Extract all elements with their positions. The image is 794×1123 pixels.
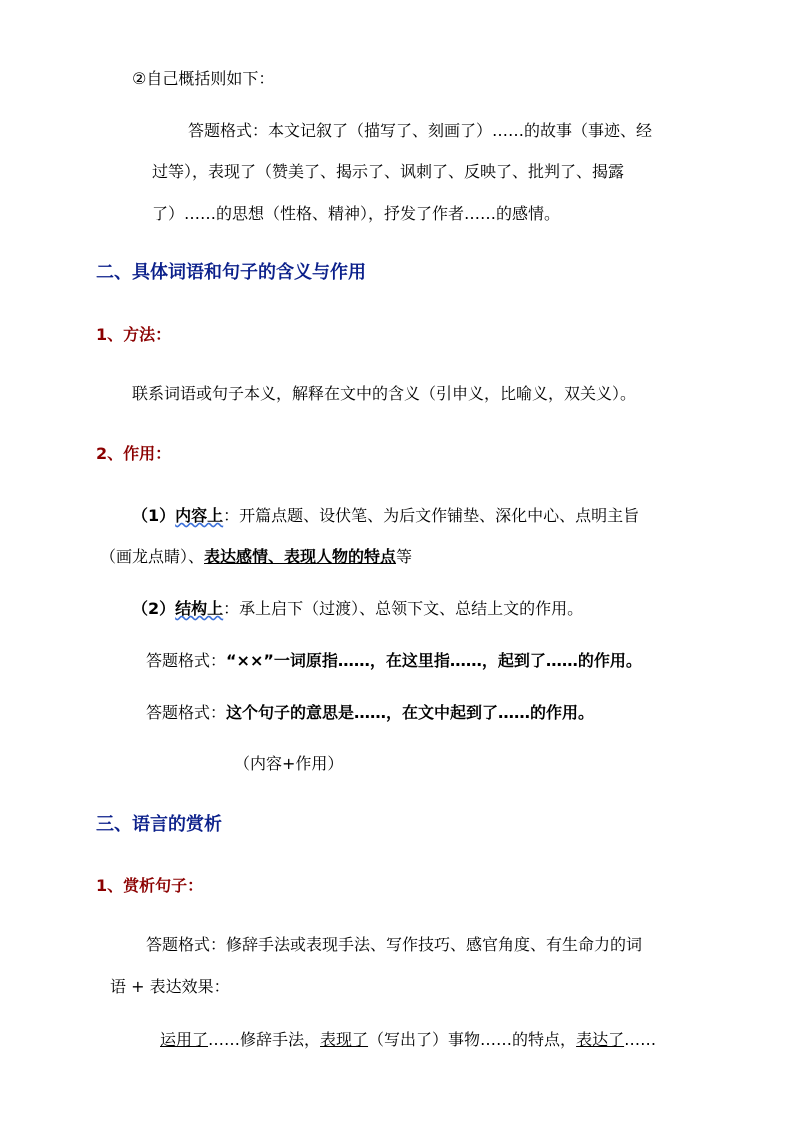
point-number: （1）	[132, 506, 176, 525]
language-format-text: 修辞手法或表现手法、写作技巧、感官角度、有生命力的词	[226, 935, 643, 954]
point-number: （2）	[132, 599, 176, 618]
word-answer-format	[146, 650, 642, 672]
intro-line: ②自己概括则如下：	[132, 69, 275, 88]
example-text-1: ……修辞手法，	[208, 1030, 321, 1049]
language-answer-format-line-2: 语 + 表达效果：	[110, 977, 230, 996]
format-label: 答题格式：	[146, 703, 227, 722]
section-3-heading: 三、语言的赏析	[96, 814, 222, 835]
answer-format-label: 答题格式：	[188, 121, 269, 140]
section-2-heading: 二、具体词语和句子的含义与作用	[96, 262, 366, 283]
method-heading: 1、方法：	[96, 325, 172, 344]
content-text-a: （画龙点睛）、	[100, 547, 205, 566]
example-underlined-3: 表达了	[576, 1030, 625, 1049]
structure-text: ：承上启下（过渡）、总领下文、总结上文的作用。	[223, 599, 584, 618]
content-text: ：开篇点题、设伏笔、为后文作铺垫、深化中心、点明主旨	[223, 506, 640, 525]
method-text: 联系词语或句子本义，解释在文中的含义（引申义，比喻义，双关义）。	[132, 384, 637, 403]
content-text-b: 等	[396, 547, 413, 566]
structure-keyword: 结构上	[175, 599, 224, 618]
appreciate-sentence-heading: 1、赏析句子：	[96, 876, 204, 895]
language-answer-format	[146, 934, 642, 956]
example-line	[160, 1029, 656, 1051]
content-point-line-2	[100, 546, 412, 568]
answer-format-line-3: 了）……的思想（性格、精神），抒发了作者……的感情。	[152, 204, 561, 223]
example-text-3: ……	[624, 1030, 657, 1049]
content-point	[132, 505, 639, 527]
example-text-2: （写出了）事物……的特点，	[368, 1030, 577, 1049]
content-keyword: 内容上	[175, 506, 224, 525]
sentence-format-text: 这个句子的意思是……，在文中起到了……的作用。	[226, 703, 595, 722]
format-label: 答题格式：	[146, 935, 227, 954]
format-label: 答题格式：	[146, 651, 227, 670]
effect-heading: 2、作用：	[96, 444, 172, 463]
example-underlined-2: 表现了	[320, 1030, 369, 1049]
answer-format-line-1	[188, 120, 652, 142]
answer-format-text: 本文记叙了（描写了、刻画了）……的故事（事迹、经	[268, 121, 653, 140]
content-effect-note: （内容+作用）	[234, 754, 344, 773]
content-underlined-text: 表达感情、表现人物的特点	[204, 547, 397, 566]
structure-point	[132, 598, 583, 620]
word-format-text: “××”一词原指……，在这里指……，起到了……的作用。	[226, 651, 642, 670]
example-underlined-1: 运用了	[160, 1030, 209, 1049]
sentence-answer-format	[146, 702, 594, 724]
answer-format-line-2: 过等），表现了（赞美了、揭示了、讽刺了、反映了、批判了、揭露	[152, 162, 625, 181]
